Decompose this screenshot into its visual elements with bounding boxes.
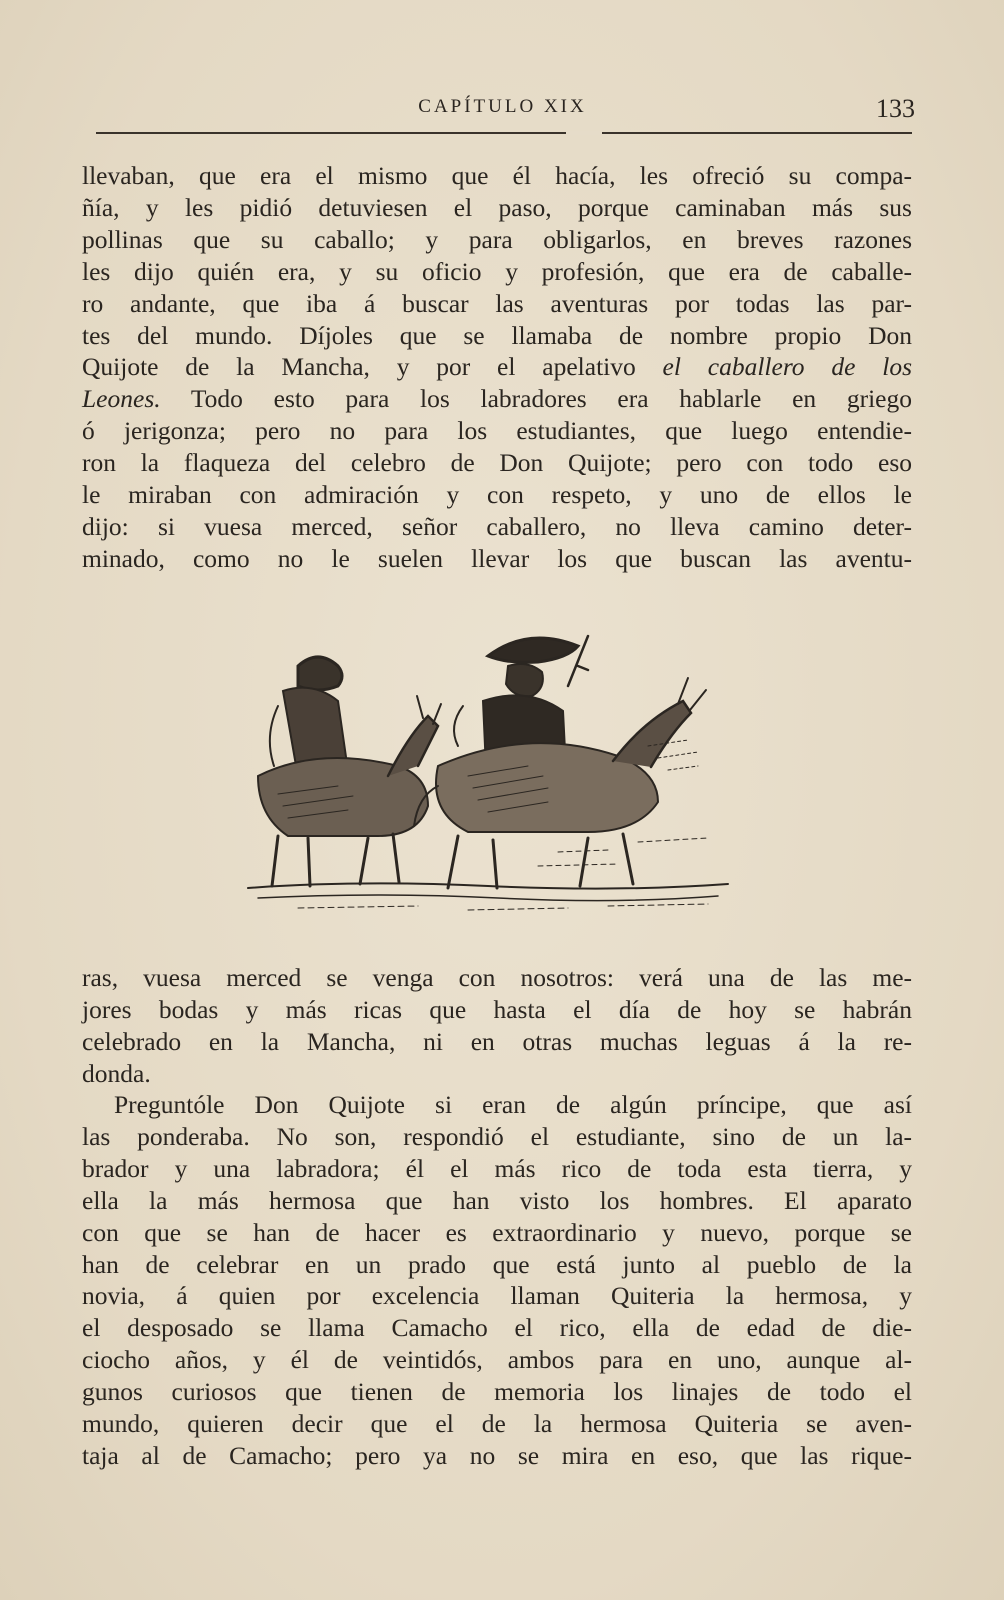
header-rule — [96, 132, 912, 134]
paragraph-3 — [82, 1089, 912, 1472]
text-line: el desposado se llama Camacho el rico, ella de edad de die- — [82, 1313, 912, 1343]
paragraph-1 — [82, 160, 912, 575]
text-segment: Todo esto para los labradores era hablarle en griego — [160, 384, 912, 414]
text-line: les dijo quién era, y su oficio y profesión, que era de caballe- — [82, 256, 912, 286]
italic-epithet: el caballero de los — [662, 352, 912, 382]
italic-epithet-end: Leones. — [82, 384, 161, 414]
page-number: 133 — [876, 94, 915, 123]
text-line: Preguntóle Don Quijote si eran de algún príncipe, que así — [114, 1090, 912, 1119]
text-line: ras, vuesa merced se venga con nosotros: verá una de las me- — [82, 963, 912, 992]
text-line: tes del mundo. Díjoles que se llamaba de nombre propio Don — [82, 320, 912, 350]
text-line: llevaban, que era el mismo que él hacía, les ofreció su compa- — [82, 161, 912, 190]
text-line: con que se han de hacer es extraordinario y nuevo, porque se — [82, 1217, 912, 1247]
text-line — [82, 383, 912, 415]
text-line: dijo: si vuesa merced, señor caballero, no lleva camino deter- — [82, 511, 912, 541]
text-line: donda. — [82, 1058, 151, 1088]
text-line: ó jerigonza; pero no para los estudiantes, que luego entendie- — [82, 416, 912, 446]
text-line: pollinas que su caballo; y para obligarlos, en breves razones — [82, 224, 912, 254]
text-line: celebrado en la Mancha, ni en otras muchas leguas á la re- — [82, 1026, 912, 1056]
running-head — [90, 94, 915, 124]
engraving-riders-on-donkeys-icon — [238, 626, 738, 926]
text-line: gunos curiosos que tienen de memoria los linajes de todo el — [82, 1377, 912, 1407]
text-line: novia, á quien por excelencia llaman Quiteria la hermosa, y — [82, 1281, 912, 1311]
paragraph-2 — [82, 962, 912, 1090]
text-segment: Quijote de la Mancha, y por el apelativo — [82, 352, 663, 382]
text-line: ella la más hermosa que han visto los hombres. El aparato — [82, 1185, 912, 1215]
chapter-title: CAPÍTULO XIX — [418, 96, 587, 117]
text-line: las ponderaba. No son, respondió el estudiante, sino de un la- — [82, 1121, 912, 1151]
text-line: ron la flaqueza del celebro de Don Quijote; pero con todo eso — [82, 448, 912, 478]
text-line: le miraban con admiración y con respeto, y uno de ellos le — [82, 480, 912, 510]
text-line: brador y una labradora; él el más rico de toda esta tierra, y — [82, 1153, 912, 1183]
text-line — [82, 351, 912, 383]
text-line: minado, como no le suelen llevar los que buscan las aventu- — [82, 543, 912, 573]
text-line: taja al de Camacho; pero ya no se mira en eso, que las rique- — [82, 1440, 912, 1470]
text-line: ro andante, que iba á buscar las aventuras por todas las par- — [82, 288, 912, 318]
text-line: jores bodas y más ricas que hasta el día de hoy se habrán — [82, 994, 912, 1024]
text-line: han de celebrar en un prado que está junto al pueblo de la — [82, 1249, 912, 1279]
text-line: mundo, quieren decir que el de la hermosa Quiteria se aven- — [82, 1409, 912, 1439]
text-line: ñía, y les pidió detuviesen el paso, porque caminaban más sus — [82, 192, 912, 222]
text-line: ciocho años, y él de veintidós, ambos para en uno, aunque al- — [82, 1345, 912, 1375]
